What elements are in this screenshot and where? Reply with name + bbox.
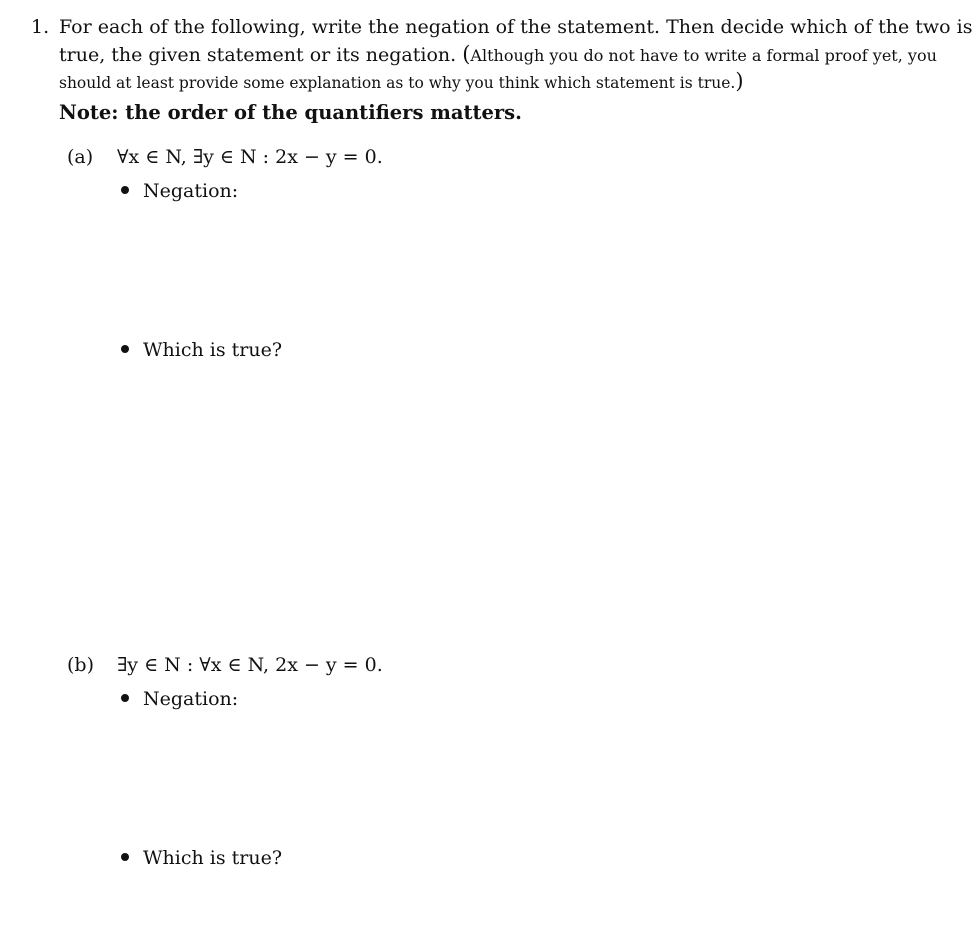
part-b-negation-label: Negation: — [143, 688, 239, 710]
part-b-bullet-which-true — [121, 847, 282, 869]
close-paren: ) — [735, 69, 744, 93]
part-b-label: (b) — [67, 654, 94, 676]
instruction-line-2 — [59, 42, 937, 66]
open-paren: ( — [462, 42, 471, 66]
note-heading: Note: the order of the quantifiers matters. — [59, 101, 522, 124]
bullet-icon — [121, 186, 129, 194]
instruction-line-2-main: true, the given statement or its negation. — [59, 44, 457, 66]
part-a-label: (a) — [67, 146, 94, 168]
part-a-negation-label: Negation: — [143, 180, 239, 202]
instruction-line-1: For each of the following, write the negation of the statement. Then decide which of the two is — [59, 16, 973, 38]
bullet-icon — [121, 345, 129, 353]
instruction-line-2-small: Although you do not have to write a formal proof yet, you — [470, 46, 937, 65]
part-a-which-true-label: Which is true? — [143, 339, 283, 361]
bullet-icon — [121, 694, 129, 702]
part-a-bullet-negation — [121, 180, 238, 202]
part-b-statement: ∃y ∈ N : ∀x ∈ N, 2x − y = 0. — [117, 654, 383, 676]
bullet-icon — [121, 853, 129, 861]
part-b-bullet-negation — [121, 688, 238, 710]
part-a-statement: ∀x ∈ N, ∃y ∈ N : 2x − y = 0. — [117, 146, 383, 168]
part-b-which-true-label: Which is true? — [143, 847, 283, 869]
part-a-bullet-which-true — [121, 339, 282, 361]
instruction-line-3 — [59, 69, 744, 93]
problem-number: 1. — [31, 16, 50, 38]
instruction-line-3-small: should at least provide some explanation as to why you think which statement is true. — [59, 74, 736, 92]
